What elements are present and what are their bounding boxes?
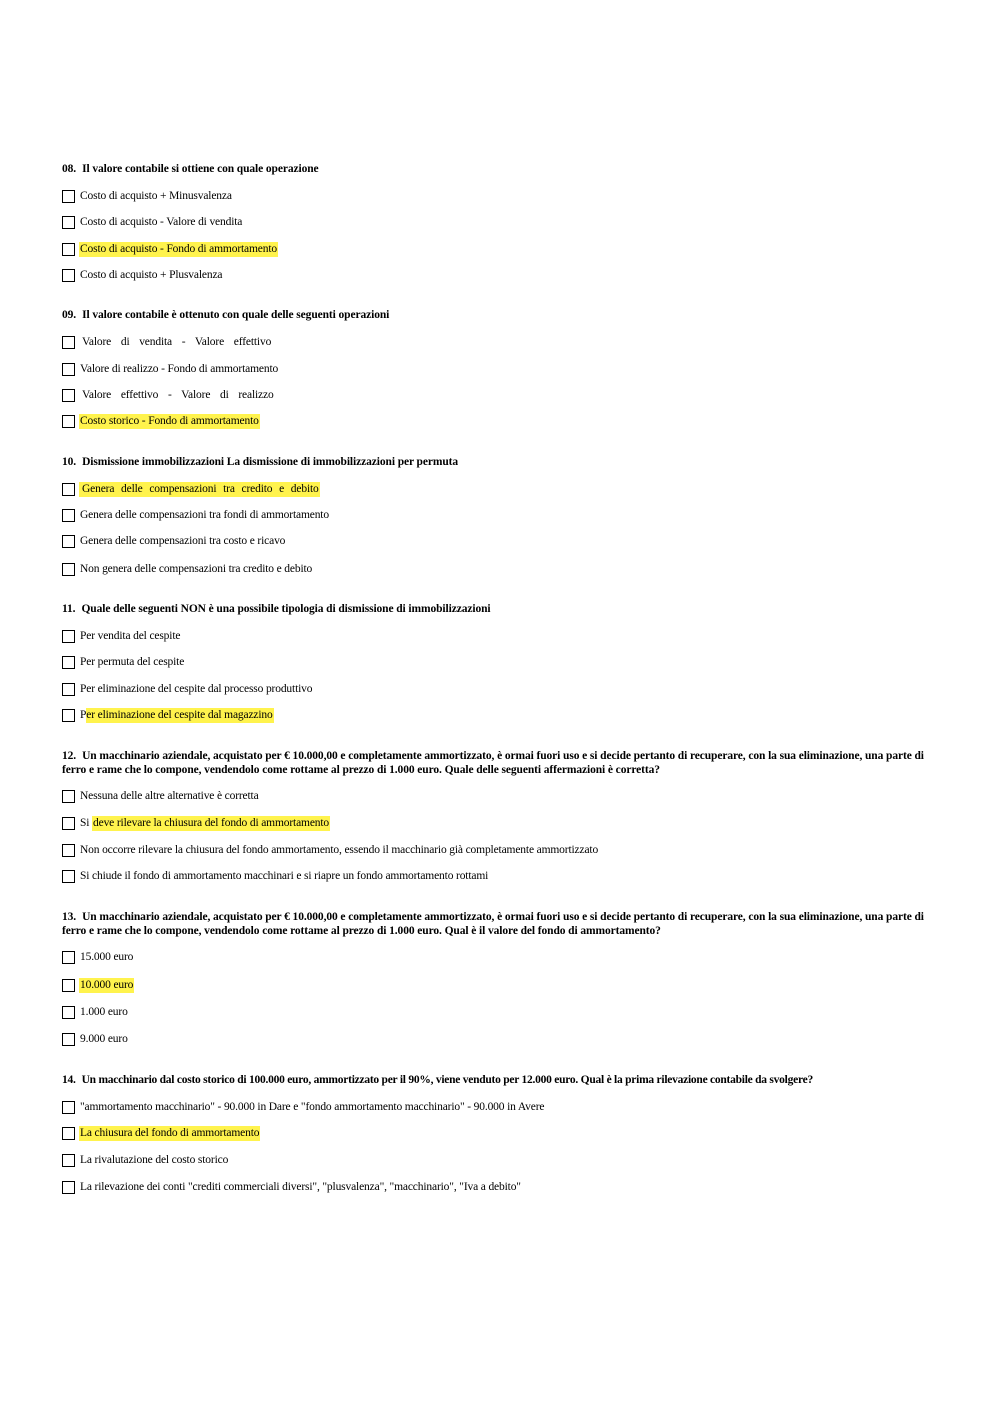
answer-option-4[interactable] (62, 706, 274, 724)
option-label: La rilevazione dei conti "crediti commerciali diversi", "plusvalenza", "macchinario", "Iva a debito" (80, 1180, 521, 1193)
question-number: 14. (62, 1074, 76, 1086)
option-label: Per vendita del cespite (80, 629, 181, 642)
option-label: Per eliminazione del cespite dal processo produttivo (80, 682, 313, 695)
checkbox[interactable] (62, 389, 75, 402)
checkbox[interactable] (62, 844, 75, 857)
question-text: Il valore contabile si ottiene con quale operazione (82, 163, 319, 175)
question-title (62, 749, 942, 777)
answer-option-3[interactable] (62, 841, 599, 859)
question-title (62, 1073, 952, 1087)
question-text: Un macchinario aziendale, acquistato per € 10.000,00 e completamente ammortizzato, è ormai fuori uso e si decide pertanto di recuperare, con la sua eliminazione, una parte di ferro e rame che lo compone, vendendolo come rottame al prezzo di 1.000 euro. Quale delle seguenti affermazioni è corretta? (62, 750, 924, 776)
option-label: La rivalutazione del costo storico (80, 1153, 229, 1166)
option-label-highlighted: Genera delle compensazioni tra credito e debito (79, 482, 320, 497)
option-label: 1.000 euro (80, 1005, 128, 1018)
option-label: P (80, 708, 87, 721)
question-text: Un macchinario aziendale, acquistato per € 10.000,00 e completamente ammortizzato, è ormai fuori uso e si decide pertanto di recuperare, con la sua eliminazione, una parte di ferro e rame che lo compone, vendendolo come rottame al prezzo di 1.000 euro. Qual è il valore del fondo di ammortamento? (62, 911, 924, 937)
answer-option-3[interactable] (62, 240, 278, 258)
option-label: Valore effettivo - Valore di realizzo (82, 388, 274, 401)
answer-option-2[interactable] (62, 1124, 260, 1142)
option-label-highlighted: Costo storico - Fondo di ammortamento (80, 414, 259, 427)
checkbox[interactable] (62, 216, 75, 229)
answer-option-1[interactable] (62, 480, 320, 498)
answer-option-3[interactable] (62, 1003, 129, 1021)
answer-option-2[interactable] (62, 653, 185, 671)
question-number: 09. (62, 309, 77, 321)
checkbox[interactable] (62, 336, 75, 349)
answer-option-3[interactable] (62, 386, 275, 404)
question-10 (62, 455, 942, 575)
option-label: Per permuta del cespite (80, 655, 185, 668)
answer-option-3[interactable] (62, 532, 286, 550)
option-label: "ammortamento macchinario" - 90.000 in Dare e "fondo ammortamento macchinario" - 90.000 in Avere (80, 1100, 545, 1113)
option-label: Genera delle compensazioni tra costo e ricavo (80, 534, 286, 547)
checkbox[interactable] (62, 269, 75, 282)
checkbox[interactable] (62, 1006, 75, 1019)
question-title (62, 308, 942, 322)
checkbox[interactable] (62, 509, 75, 522)
question-14 (62, 1073, 952, 1193)
checkbox[interactable] (62, 790, 75, 803)
option-label-highlighted: deve rilevare la chiusura del fondo di ammortamento (93, 816, 330, 829)
question-12 (62, 749, 942, 882)
question-text: Il valore contabile è ottenuto con quale delle seguenti operazioni (82, 309, 390, 321)
checkbox[interactable] (62, 951, 75, 964)
option-label: Si (80, 816, 93, 829)
question-09 (62, 308, 942, 427)
checkbox[interactable] (62, 656, 75, 669)
checkbox[interactable] (62, 870, 75, 883)
answer-option-1[interactable] (62, 787, 260, 805)
option-label: Valore di vendita - Valore effettivo (82, 335, 272, 348)
option-label-highlighted: Costo di acquisto - Fondo di ammortamento (80, 242, 277, 255)
question-08 (62, 162, 942, 281)
checkbox[interactable] (62, 415, 75, 428)
option-label-highlighted: er eliminazione del cespite dal magazzino (86, 708, 273, 721)
option-label: Nessuna delle altre alternative è corretta (80, 789, 259, 802)
answer-option-4[interactable] (62, 560, 313, 578)
option-label-highlighted: 10.000 euro (80, 978, 134, 991)
answer-option-4[interactable] (62, 1030, 129, 1048)
answer-option-4[interactable] (62, 867, 489, 885)
checkbox[interactable] (62, 979, 75, 992)
question-title (62, 455, 942, 469)
question-11 (62, 602, 942, 721)
answer-option-1[interactable] (62, 333, 272, 351)
checkbox[interactable] (62, 1101, 75, 1114)
question-number: 08. (62, 163, 77, 175)
checkbox[interactable] (62, 535, 75, 548)
option-label: Genera delle compensazioni tra fondi di ammortamento (80, 508, 329, 521)
checkbox[interactable] (62, 243, 75, 256)
checkbox[interactable] (62, 1127, 75, 1140)
answer-option-2[interactable] (62, 814, 330, 832)
question-text: Quale delle seguenti NON è una possibile tipologia di dismissione di immobilizzazioni (81, 603, 491, 615)
question-title (62, 602, 942, 616)
checkbox[interactable] (62, 563, 75, 576)
answer-option-1[interactable] (62, 627, 181, 645)
option-label: Costo di acquisto + Plusvalenza (80, 268, 223, 281)
answer-option-4[interactable] (62, 412, 260, 430)
answer-option-2[interactable] (62, 213, 243, 231)
answer-option-4[interactable] (62, 266, 223, 284)
checkbox[interactable] (62, 709, 75, 722)
option-label: Costo di acquisto - Valore di vendita (80, 215, 243, 228)
option-label-highlighted: La chiusura del fondo di ammortamento (80, 1126, 260, 1139)
option-label: Valore di realizzo - Fondo di ammortamento (80, 362, 279, 375)
question-number: 10. (62, 456, 77, 468)
answer-option-2[interactable] (62, 976, 134, 994)
question-number: 11. (62, 603, 76, 615)
checkbox[interactable] (62, 817, 75, 830)
question-text: Dismissione immobilizzazioni La dismissione di immobilizzazioni per permuta (82, 456, 459, 468)
checkbox[interactable] (62, 190, 75, 203)
answer-option-2[interactable] (62, 360, 279, 378)
answer-option-3[interactable] (62, 680, 313, 698)
answer-option-2[interactable] (62, 506, 330, 524)
option-label: 9.000 euro (80, 1032, 128, 1045)
checkbox[interactable] (62, 363, 75, 376)
option-label: Non occorre rilevare la chiusura del fondo ammortamento, essendo il macchinario già completamente ammortizzato (80, 843, 599, 856)
checkbox[interactable] (62, 1181, 75, 1194)
option-label: Non genera delle compensazioni tra credito e debito (80, 562, 313, 575)
checkbox[interactable] (62, 683, 75, 696)
question-text: Un macchinario dal costo storico di 100.000 euro, ammortizzato per il 90%, viene venduto per 12.000 euro. Qual è la prima rilevazione contabile da svolgere? (81, 1074, 813, 1086)
checkbox[interactable] (62, 630, 75, 643)
answer-option-3[interactable] (62, 1151, 229, 1169)
question-number: 13. (62, 911, 77, 923)
answer-option-1[interactable] (62, 1098, 545, 1116)
answer-option-1[interactable] (62, 187, 233, 205)
option-label: Costo di acquisto + Minusvalenza (80, 189, 232, 202)
question-13 (62, 910, 942, 1045)
question-title (62, 910, 942, 938)
question-number: 12. (62, 750, 77, 762)
answer-option-1[interactable] (62, 948, 134, 966)
checkbox[interactable] (62, 483, 75, 496)
question-title (62, 162, 942, 176)
checkbox[interactable] (62, 1033, 75, 1046)
option-label: Si chiude il fondo di ammortamento macchinari e si riapre un fondo ammortamento rottami (80, 869, 489, 882)
option-label: 15.000 euro (80, 950, 134, 963)
answer-option-4[interactable] (62, 1178, 522, 1196)
checkbox[interactable] (62, 1154, 75, 1167)
